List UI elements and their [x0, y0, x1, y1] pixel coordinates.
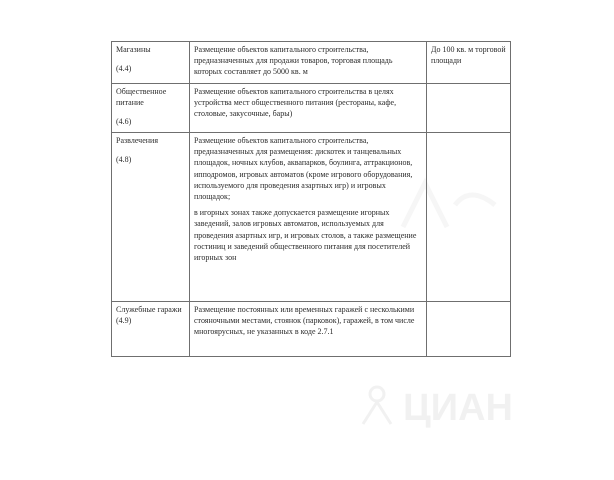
use-name: Общественное питание [116, 87, 167, 108]
use-description: в игорных зонах также допускается размещение игорных заведений, залов игровых автоматов, используемых для проведения азартных игр, и игровых столов, а также размещение гостиниц и заведений общественного питания для посетителей игорных зон [194, 208, 417, 263]
use-description-cell [190, 302, 427, 357]
table-row [112, 42, 511, 84]
use-name-cell [112, 133, 190, 302]
use-name: Служебные гаражи [116, 305, 182, 314]
use-description: Размещение объектов капитального строительства, предназначенных для размещения: дискотек и танцевальных площадок, ночных клубов, аквапарков, боулинга, аттракционов, ипподромов, игровых автоматов (кроме игрового оборудования, используемого для проведения азартных игр) и игровых площадок; [194, 136, 413, 202]
use-description: Размещение объектов капитального строительства в целях устройства мест общественного питания (рестораны, кафе, столовые, закусочные, бары) [194, 87, 397, 119]
use-name: Магазины [116, 45, 151, 54]
use-limit-cell [427, 42, 511, 84]
use-code: (4.8) [116, 155, 132, 165]
table-row [112, 302, 511, 357]
use-name: Развлечения [116, 136, 158, 145]
use-limit-cell [427, 84, 511, 133]
use-limit: До 100 кв. м торговой площади [431, 45, 506, 66]
land-use-table [111, 41, 511, 357]
use-description: Размещение объектов капитального строительства, предназначенных для продажи товаров, торговая площадь которых составляет до 5000 кв. м [194, 45, 393, 77]
use-code: (4.6) [116, 117, 132, 127]
use-description: Размещение постоянных или временных гаражей с несколькими стояночными местами, стоянок (парковок), гаражей, в том числе многоярусных, не указанных в коде 2.7.1 [194, 305, 415, 337]
use-code: (4.9) [116, 316, 132, 326]
use-description-cell [190, 84, 427, 133]
use-name-cell [112, 42, 190, 84]
use-code: (4.4) [116, 64, 132, 74]
use-limit-cell [427, 302, 511, 357]
use-description-cell [190, 42, 427, 84]
table-row [112, 84, 511, 133]
watermark-logo [355, 380, 545, 428]
use-description-cell [190, 133, 427, 302]
table-row [112, 133, 511, 302]
use-limit-cell [427, 133, 511, 302]
use-name-cell [112, 84, 190, 133]
watermark-text: ЦИАН [403, 387, 513, 428]
use-name-cell [112, 302, 190, 357]
